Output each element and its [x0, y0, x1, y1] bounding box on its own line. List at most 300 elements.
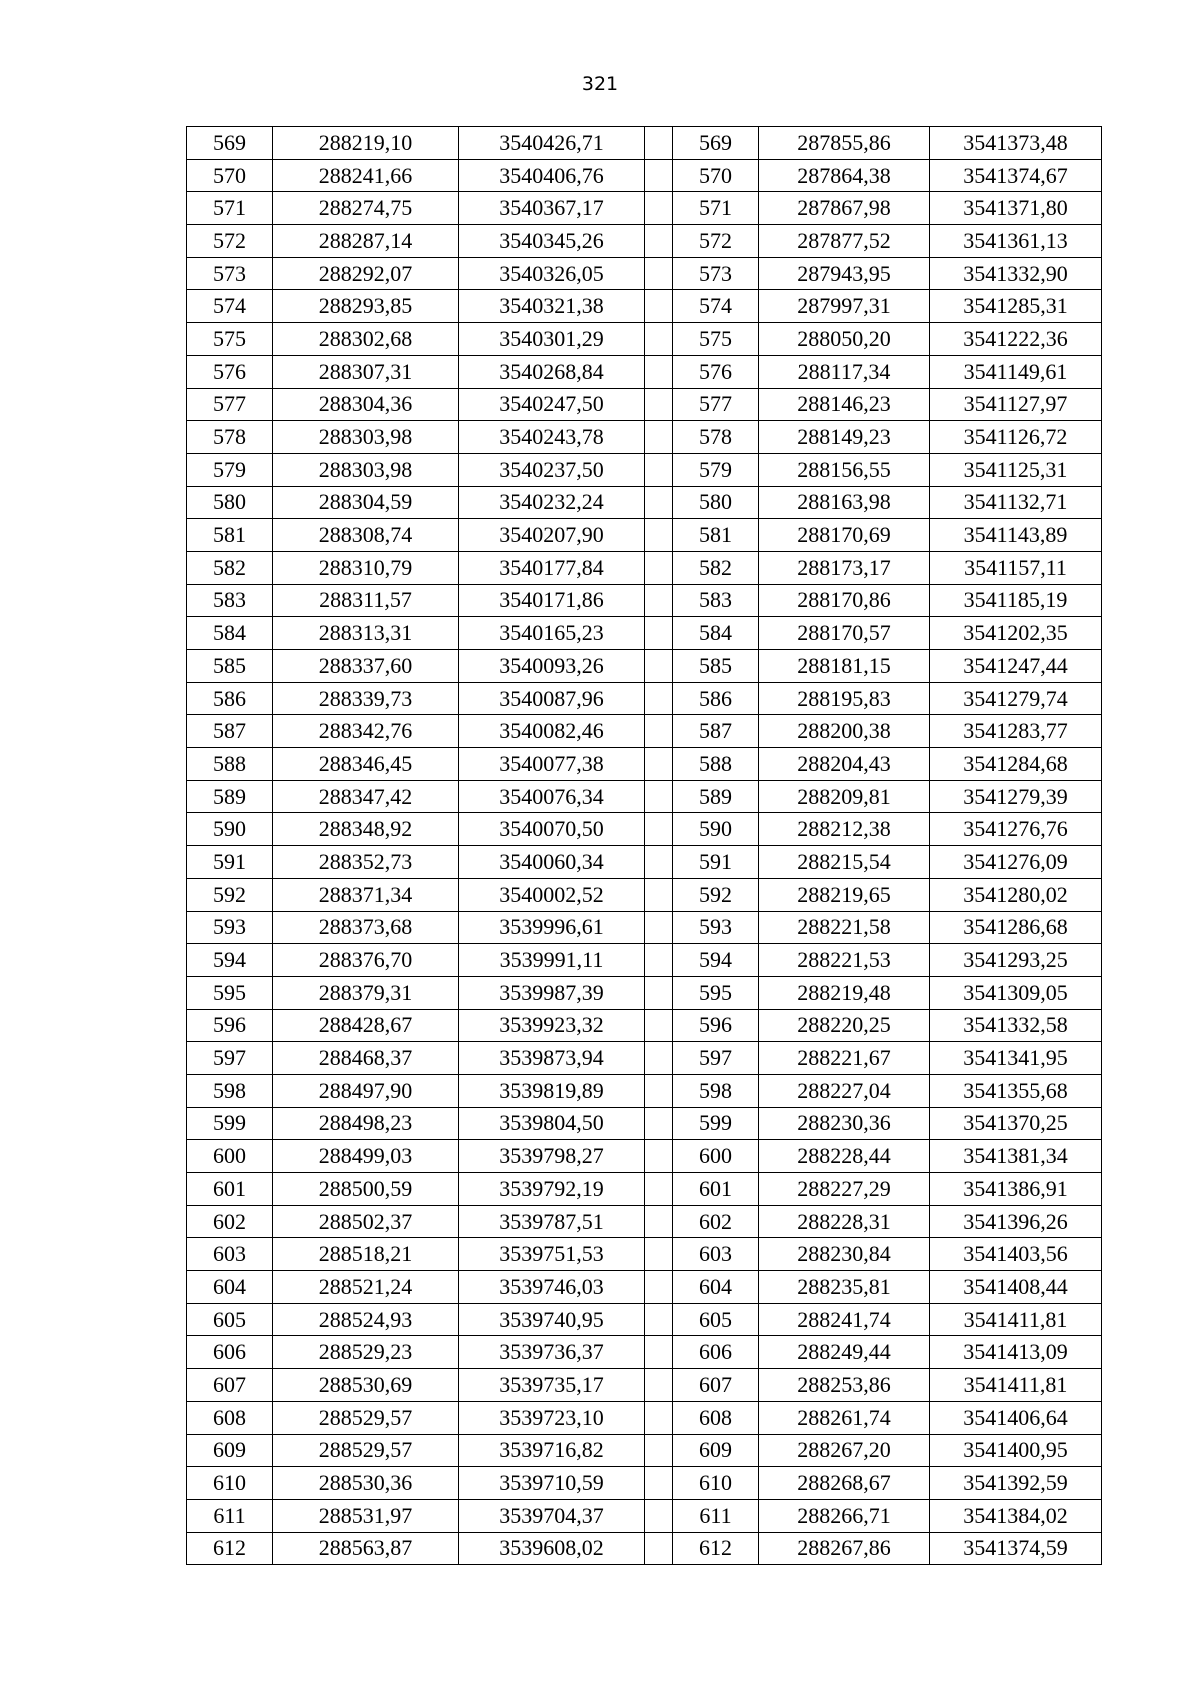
right-point-number-cell: 602 — [673, 1205, 759, 1238]
right-point-number-cell: 582 — [673, 551, 759, 584]
right-x-coordinate-cell: 288204,43 — [759, 748, 930, 781]
right-x-coordinate-cell: 287943,95 — [759, 257, 930, 290]
table-row — [187, 127, 1102, 160]
left-y-coordinate-cell: 3539723,10 — [459, 1401, 645, 1434]
table-row — [187, 486, 1102, 519]
left-y-coordinate-cell: 3539798,27 — [459, 1140, 645, 1173]
left-y-coordinate-cell: 3540345,26 — [459, 225, 645, 258]
right-x-coordinate-cell: 288267,86 — [759, 1532, 930, 1565]
right-point-number-cell: 588 — [673, 748, 759, 781]
right-x-coordinate-cell: 288200,38 — [759, 715, 930, 748]
left-point-number-cell: 570 — [187, 159, 273, 192]
separator-cell — [645, 650, 673, 683]
left-point-number-cell: 573 — [187, 257, 273, 290]
left-y-coordinate-cell: 3540426,71 — [459, 127, 645, 160]
right-x-coordinate-cell: 288261,74 — [759, 1401, 930, 1434]
left-y-coordinate-cell: 3540301,29 — [459, 323, 645, 356]
left-y-coordinate-cell: 3539751,53 — [459, 1238, 645, 1271]
right-y-coordinate-cell: 3541381,34 — [930, 1140, 1102, 1173]
left-x-coordinate-cell: 288304,59 — [273, 486, 459, 519]
right-y-coordinate-cell: 3541143,89 — [930, 519, 1102, 552]
separator-cell — [645, 1336, 673, 1369]
table-row — [187, 453, 1102, 486]
left-x-coordinate-cell: 288342,76 — [273, 715, 459, 748]
right-point-number-cell: 608 — [673, 1401, 759, 1434]
right-y-coordinate-cell: 3541392,59 — [930, 1467, 1102, 1500]
left-y-coordinate-cell: 3539716,82 — [459, 1434, 645, 1467]
right-y-coordinate-cell: 3541403,56 — [930, 1238, 1102, 1271]
left-point-number-cell: 582 — [187, 551, 273, 584]
separator-cell — [645, 846, 673, 879]
left-point-number-cell: 605 — [187, 1303, 273, 1336]
table-row — [187, 780, 1102, 813]
right-x-coordinate-cell: 288170,86 — [759, 584, 930, 617]
right-x-coordinate-cell: 288268,67 — [759, 1467, 930, 1500]
left-y-coordinate-cell: 3539819,89 — [459, 1074, 645, 1107]
left-point-number-cell: 593 — [187, 911, 273, 944]
table-row — [187, 551, 1102, 584]
left-y-coordinate-cell: 3540232,24 — [459, 486, 645, 519]
left-x-coordinate-cell: 288307,31 — [273, 355, 459, 388]
right-y-coordinate-cell: 3541361,13 — [930, 225, 1102, 258]
left-y-coordinate-cell: 3540070,50 — [459, 813, 645, 846]
separator-cell — [645, 911, 673, 944]
table-row — [187, 1009, 1102, 1042]
right-point-number-cell: 611 — [673, 1499, 759, 1532]
left-y-coordinate-cell: 3539736,37 — [459, 1336, 645, 1369]
table-row — [187, 1401, 1102, 1434]
table-body — [187, 127, 1102, 1565]
left-point-number-cell: 610 — [187, 1467, 273, 1500]
right-x-coordinate-cell: 288228,31 — [759, 1205, 930, 1238]
right-x-coordinate-cell: 288221,67 — [759, 1042, 930, 1075]
table-row — [187, 192, 1102, 225]
separator-cell — [645, 1074, 673, 1107]
right-x-coordinate-cell: 288146,23 — [759, 388, 930, 421]
table-row — [187, 1303, 1102, 1336]
right-y-coordinate-cell: 3541332,58 — [930, 1009, 1102, 1042]
right-x-coordinate-cell: 288219,48 — [759, 976, 930, 1009]
left-point-number-cell: 579 — [187, 453, 273, 486]
separator-cell — [645, 159, 673, 192]
separator-cell — [645, 519, 673, 552]
table-row — [187, 650, 1102, 683]
right-x-coordinate-cell: 288266,71 — [759, 1499, 930, 1532]
left-y-coordinate-cell: 3539608,02 — [459, 1532, 645, 1565]
right-point-number-cell: 574 — [673, 290, 759, 323]
right-y-coordinate-cell: 3541411,81 — [930, 1303, 1102, 1336]
left-y-coordinate-cell: 3540247,50 — [459, 388, 645, 421]
left-point-number-cell: 576 — [187, 355, 273, 388]
separator-cell — [645, 617, 673, 650]
right-point-number-cell: 593 — [673, 911, 759, 944]
right-y-coordinate-cell: 3541408,44 — [930, 1271, 1102, 1304]
left-x-coordinate-cell: 288339,73 — [273, 682, 459, 715]
separator-cell — [645, 1238, 673, 1271]
table-row — [187, 584, 1102, 617]
left-x-coordinate-cell: 288219,10 — [273, 127, 459, 160]
left-point-number-cell: 569 — [187, 127, 273, 160]
left-x-coordinate-cell: 288498,23 — [273, 1107, 459, 1140]
left-y-coordinate-cell: 3539804,50 — [459, 1107, 645, 1140]
right-y-coordinate-cell: 3541127,97 — [930, 388, 1102, 421]
table-row — [187, 1336, 1102, 1369]
right-y-coordinate-cell: 3541247,44 — [930, 650, 1102, 683]
left-x-coordinate-cell: 288310,79 — [273, 551, 459, 584]
left-x-coordinate-cell: 288379,31 — [273, 976, 459, 1009]
left-point-number-cell: 592 — [187, 878, 273, 911]
left-point-number-cell: 590 — [187, 813, 273, 846]
right-y-coordinate-cell: 3541341,95 — [930, 1042, 1102, 1075]
right-y-coordinate-cell: 3541185,19 — [930, 584, 1102, 617]
table-row — [187, 290, 1102, 323]
right-x-coordinate-cell: 288149,23 — [759, 421, 930, 454]
right-y-coordinate-cell: 3541276,76 — [930, 813, 1102, 846]
table-row — [187, 1042, 1102, 1075]
left-y-coordinate-cell: 3539710,59 — [459, 1467, 645, 1500]
left-point-number-cell: 585 — [187, 650, 273, 683]
right-point-number-cell: 610 — [673, 1467, 759, 1500]
left-point-number-cell: 604 — [187, 1271, 273, 1304]
right-point-number-cell: 583 — [673, 584, 759, 617]
right-y-coordinate-cell: 3541386,91 — [930, 1173, 1102, 1206]
left-x-coordinate-cell: 288428,67 — [273, 1009, 459, 1042]
right-point-number-cell: 605 — [673, 1303, 759, 1336]
table-row — [187, 944, 1102, 977]
right-x-coordinate-cell: 288163,98 — [759, 486, 930, 519]
left-x-coordinate-cell: 288371,34 — [273, 878, 459, 911]
left-x-coordinate-cell: 288563,87 — [273, 1532, 459, 1565]
left-point-number-cell: 584 — [187, 617, 273, 650]
left-x-coordinate-cell: 288293,85 — [273, 290, 459, 323]
right-x-coordinate-cell: 288221,53 — [759, 944, 930, 977]
left-x-coordinate-cell: 288348,92 — [273, 813, 459, 846]
separator-cell — [645, 715, 673, 748]
left-point-number-cell: 597 — [187, 1042, 273, 1075]
right-y-coordinate-cell: 3541384,02 — [930, 1499, 1102, 1532]
right-point-number-cell: 571 — [673, 192, 759, 225]
right-y-coordinate-cell: 3541411,81 — [930, 1369, 1102, 1402]
separator-cell — [645, 1107, 673, 1140]
separator-cell — [645, 127, 673, 160]
table-row — [187, 846, 1102, 879]
table-row — [187, 1238, 1102, 1271]
left-y-coordinate-cell: 3539991,11 — [459, 944, 645, 977]
right-x-coordinate-cell: 288230,84 — [759, 1238, 930, 1271]
left-x-coordinate-cell: 288287,14 — [273, 225, 459, 258]
left-x-coordinate-cell: 288529,57 — [273, 1434, 459, 1467]
left-y-coordinate-cell: 3540177,84 — [459, 551, 645, 584]
right-y-coordinate-cell: 3541332,90 — [930, 257, 1102, 290]
right-x-coordinate-cell: 288219,65 — [759, 878, 930, 911]
table-row — [187, 878, 1102, 911]
table-row — [187, 388, 1102, 421]
left-y-coordinate-cell: 3540082,46 — [459, 715, 645, 748]
right-x-coordinate-cell: 288235,81 — [759, 1271, 930, 1304]
table-row — [187, 1173, 1102, 1206]
left-y-coordinate-cell: 3539740,95 — [459, 1303, 645, 1336]
separator-cell — [645, 1042, 673, 1075]
table-row — [187, 1499, 1102, 1532]
separator-cell — [645, 976, 673, 1009]
table-row — [187, 682, 1102, 715]
left-x-coordinate-cell: 288531,97 — [273, 1499, 459, 1532]
right-point-number-cell: 584 — [673, 617, 759, 650]
left-y-coordinate-cell: 3540087,96 — [459, 682, 645, 715]
left-y-coordinate-cell: 3540237,50 — [459, 453, 645, 486]
left-x-coordinate-cell: 288302,68 — [273, 323, 459, 356]
left-point-number-cell: 600 — [187, 1140, 273, 1173]
left-x-coordinate-cell: 288502,37 — [273, 1205, 459, 1238]
table-row — [187, 748, 1102, 781]
separator-cell — [645, 257, 673, 290]
separator-cell — [645, 1434, 673, 1467]
left-point-number-cell: 602 — [187, 1205, 273, 1238]
right-point-number-cell: 589 — [673, 780, 759, 813]
left-point-number-cell: 603 — [187, 1238, 273, 1271]
right-x-coordinate-cell: 288227,29 — [759, 1173, 930, 1206]
left-x-coordinate-cell: 288499,03 — [273, 1140, 459, 1173]
separator-cell — [645, 290, 673, 323]
right-y-coordinate-cell: 3541400,95 — [930, 1434, 1102, 1467]
left-point-number-cell: 588 — [187, 748, 273, 781]
right-x-coordinate-cell: 288220,25 — [759, 1009, 930, 1042]
right-y-coordinate-cell: 3541279,74 — [930, 682, 1102, 715]
right-point-number-cell: 594 — [673, 944, 759, 977]
right-point-number-cell: 612 — [673, 1532, 759, 1565]
right-y-coordinate-cell: 3541293,25 — [930, 944, 1102, 977]
coordinates-table — [186, 126, 1102, 1565]
right-x-coordinate-cell: 288253,86 — [759, 1369, 930, 1402]
table-row — [187, 257, 1102, 290]
separator-cell — [645, 780, 673, 813]
right-y-coordinate-cell: 3541280,02 — [930, 878, 1102, 911]
left-y-coordinate-cell: 3539792,19 — [459, 1173, 645, 1206]
left-x-coordinate-cell: 288303,98 — [273, 421, 459, 454]
left-y-coordinate-cell: 3539873,94 — [459, 1042, 645, 1075]
right-x-coordinate-cell: 288212,38 — [759, 813, 930, 846]
table-row — [187, 1107, 1102, 1140]
right-y-coordinate-cell: 3541406,64 — [930, 1401, 1102, 1434]
right-point-number-cell: 581 — [673, 519, 759, 552]
left-point-number-cell: 587 — [187, 715, 273, 748]
separator-cell — [645, 813, 673, 846]
left-x-coordinate-cell: 288521,24 — [273, 1271, 459, 1304]
right-point-number-cell: 606 — [673, 1336, 759, 1369]
right-point-number-cell: 603 — [673, 1238, 759, 1271]
right-y-coordinate-cell: 3541276,09 — [930, 846, 1102, 879]
separator-cell — [645, 1303, 673, 1336]
left-x-coordinate-cell: 288274,75 — [273, 192, 459, 225]
left-x-coordinate-cell: 288530,69 — [273, 1369, 459, 1402]
left-y-coordinate-cell: 3539704,37 — [459, 1499, 645, 1532]
right-point-number-cell: 587 — [673, 715, 759, 748]
left-y-coordinate-cell: 3540326,05 — [459, 257, 645, 290]
left-point-number-cell: 608 — [187, 1401, 273, 1434]
separator-cell — [645, 944, 673, 977]
right-x-coordinate-cell: 288209,81 — [759, 780, 930, 813]
left-y-coordinate-cell: 3539787,51 — [459, 1205, 645, 1238]
right-x-coordinate-cell: 288227,04 — [759, 1074, 930, 1107]
right-x-coordinate-cell: 287864,38 — [759, 159, 930, 192]
left-x-coordinate-cell: 288304,36 — [273, 388, 459, 421]
left-y-coordinate-cell: 3539923,32 — [459, 1009, 645, 1042]
right-x-coordinate-cell: 287997,31 — [759, 290, 930, 323]
separator-cell — [645, 192, 673, 225]
left-point-number-cell: 612 — [187, 1532, 273, 1565]
left-point-number-cell: 596 — [187, 1009, 273, 1042]
left-y-coordinate-cell: 3540171,86 — [459, 584, 645, 617]
right-x-coordinate-cell: 288230,36 — [759, 1107, 930, 1140]
right-x-coordinate-cell: 287855,86 — [759, 127, 930, 160]
right-point-number-cell: 591 — [673, 846, 759, 879]
right-y-coordinate-cell: 3541284,68 — [930, 748, 1102, 781]
right-y-coordinate-cell: 3541222,36 — [930, 323, 1102, 356]
left-x-coordinate-cell: 288518,21 — [273, 1238, 459, 1271]
right-x-coordinate-cell: 288221,58 — [759, 911, 930, 944]
right-x-coordinate-cell: 288156,55 — [759, 453, 930, 486]
left-x-coordinate-cell: 288497,90 — [273, 1074, 459, 1107]
right-point-number-cell: 600 — [673, 1140, 759, 1173]
left-y-coordinate-cell: 3539987,39 — [459, 976, 645, 1009]
separator-cell — [645, 1140, 673, 1173]
separator-cell — [645, 584, 673, 617]
right-y-coordinate-cell: 3541132,71 — [930, 486, 1102, 519]
separator-cell — [645, 1467, 673, 1500]
separator-cell — [645, 225, 673, 258]
left-point-number-cell: 611 — [187, 1499, 273, 1532]
right-point-number-cell: 595 — [673, 976, 759, 1009]
left-point-number-cell: 586 — [187, 682, 273, 715]
table-row — [187, 323, 1102, 356]
left-y-coordinate-cell: 3540060,34 — [459, 846, 645, 879]
left-x-coordinate-cell: 288308,74 — [273, 519, 459, 552]
right-y-coordinate-cell: 3541413,09 — [930, 1336, 1102, 1369]
right-y-coordinate-cell: 3541371,80 — [930, 192, 1102, 225]
table-row — [187, 355, 1102, 388]
right-point-number-cell: 597 — [673, 1042, 759, 1075]
right-x-coordinate-cell: 288215,54 — [759, 846, 930, 879]
right-y-coordinate-cell: 3541202,35 — [930, 617, 1102, 650]
right-point-number-cell: 569 — [673, 127, 759, 160]
right-point-number-cell: 572 — [673, 225, 759, 258]
left-point-number-cell: 595 — [187, 976, 273, 1009]
table-row — [187, 911, 1102, 944]
left-y-coordinate-cell: 3539735,17 — [459, 1369, 645, 1402]
table-row — [187, 519, 1102, 552]
left-point-number-cell: 581 — [187, 519, 273, 552]
right-point-number-cell: 590 — [673, 813, 759, 846]
separator-cell — [645, 388, 673, 421]
left-y-coordinate-cell: 3540406,76 — [459, 159, 645, 192]
left-point-number-cell: 607 — [187, 1369, 273, 1402]
left-x-coordinate-cell: 288529,23 — [273, 1336, 459, 1369]
table-row — [187, 1434, 1102, 1467]
separator-cell — [645, 551, 673, 584]
separator-cell — [645, 1369, 673, 1402]
left-x-coordinate-cell: 288352,73 — [273, 846, 459, 879]
right-point-number-cell: 585 — [673, 650, 759, 683]
table-row — [187, 617, 1102, 650]
table-row — [187, 421, 1102, 454]
right-y-coordinate-cell: 3541126,72 — [930, 421, 1102, 454]
left-y-coordinate-cell: 3540367,17 — [459, 192, 645, 225]
separator-cell — [645, 1173, 673, 1206]
right-x-coordinate-cell: 288170,69 — [759, 519, 930, 552]
right-x-coordinate-cell: 288170,57 — [759, 617, 930, 650]
right-point-number-cell: 599 — [673, 1107, 759, 1140]
left-point-number-cell: 577 — [187, 388, 273, 421]
left-x-coordinate-cell: 288313,31 — [273, 617, 459, 650]
left-point-number-cell: 599 — [187, 1107, 273, 1140]
left-x-coordinate-cell: 288468,37 — [273, 1042, 459, 1075]
left-point-number-cell: 591 — [187, 846, 273, 879]
left-point-number-cell: 606 — [187, 1336, 273, 1369]
left-point-number-cell: 578 — [187, 421, 273, 454]
table-row — [187, 1205, 1102, 1238]
left-y-coordinate-cell: 3540093,26 — [459, 650, 645, 683]
separator-cell — [645, 878, 673, 911]
table-row — [187, 976, 1102, 1009]
right-x-coordinate-cell: 288241,74 — [759, 1303, 930, 1336]
left-x-coordinate-cell: 288500,59 — [273, 1173, 459, 1206]
right-y-coordinate-cell: 3541309,05 — [930, 976, 1102, 1009]
right-y-coordinate-cell: 3541279,39 — [930, 780, 1102, 813]
right-y-coordinate-cell: 3541286,68 — [930, 911, 1102, 944]
right-x-coordinate-cell: 287867,98 — [759, 192, 930, 225]
left-point-number-cell: 583 — [187, 584, 273, 617]
right-point-number-cell: 607 — [673, 1369, 759, 1402]
left-x-coordinate-cell: 288524,93 — [273, 1303, 459, 1336]
right-point-number-cell: 577 — [673, 388, 759, 421]
left-x-coordinate-cell: 288292,07 — [273, 257, 459, 290]
left-point-number-cell: 571 — [187, 192, 273, 225]
right-point-number-cell: 576 — [673, 355, 759, 388]
right-x-coordinate-cell: 288181,15 — [759, 650, 930, 683]
right-y-coordinate-cell: 3541374,67 — [930, 159, 1102, 192]
left-y-coordinate-cell: 3540165,23 — [459, 617, 645, 650]
right-point-number-cell: 592 — [673, 878, 759, 911]
separator-cell — [645, 682, 673, 715]
right-x-coordinate-cell: 287877,52 — [759, 225, 930, 258]
left-y-coordinate-cell: 3540243,78 — [459, 421, 645, 454]
left-y-coordinate-cell: 3540321,38 — [459, 290, 645, 323]
right-x-coordinate-cell: 288249,44 — [759, 1336, 930, 1369]
left-y-coordinate-cell: 3540076,34 — [459, 780, 645, 813]
left-point-number-cell: 609 — [187, 1434, 273, 1467]
right-y-coordinate-cell: 3541285,31 — [930, 290, 1102, 323]
left-x-coordinate-cell: 288337,60 — [273, 650, 459, 683]
right-y-coordinate-cell: 3541149,61 — [930, 355, 1102, 388]
table-row — [187, 1532, 1102, 1565]
separator-cell — [645, 486, 673, 519]
right-point-number-cell: 575 — [673, 323, 759, 356]
right-y-coordinate-cell: 3541370,25 — [930, 1107, 1102, 1140]
right-x-coordinate-cell: 288173,17 — [759, 551, 930, 584]
separator-cell — [645, 323, 673, 356]
left-x-coordinate-cell: 288529,57 — [273, 1401, 459, 1434]
left-x-coordinate-cell: 288311,57 — [273, 584, 459, 617]
right-x-coordinate-cell: 288267,20 — [759, 1434, 930, 1467]
table-row — [187, 715, 1102, 748]
left-x-coordinate-cell: 288347,42 — [273, 780, 459, 813]
table-row — [187, 1140, 1102, 1173]
table-row — [187, 1074, 1102, 1107]
left-x-coordinate-cell: 288530,36 — [273, 1467, 459, 1500]
right-y-coordinate-cell: 3541396,26 — [930, 1205, 1102, 1238]
left-point-number-cell: 572 — [187, 225, 273, 258]
left-point-number-cell: 598 — [187, 1074, 273, 1107]
